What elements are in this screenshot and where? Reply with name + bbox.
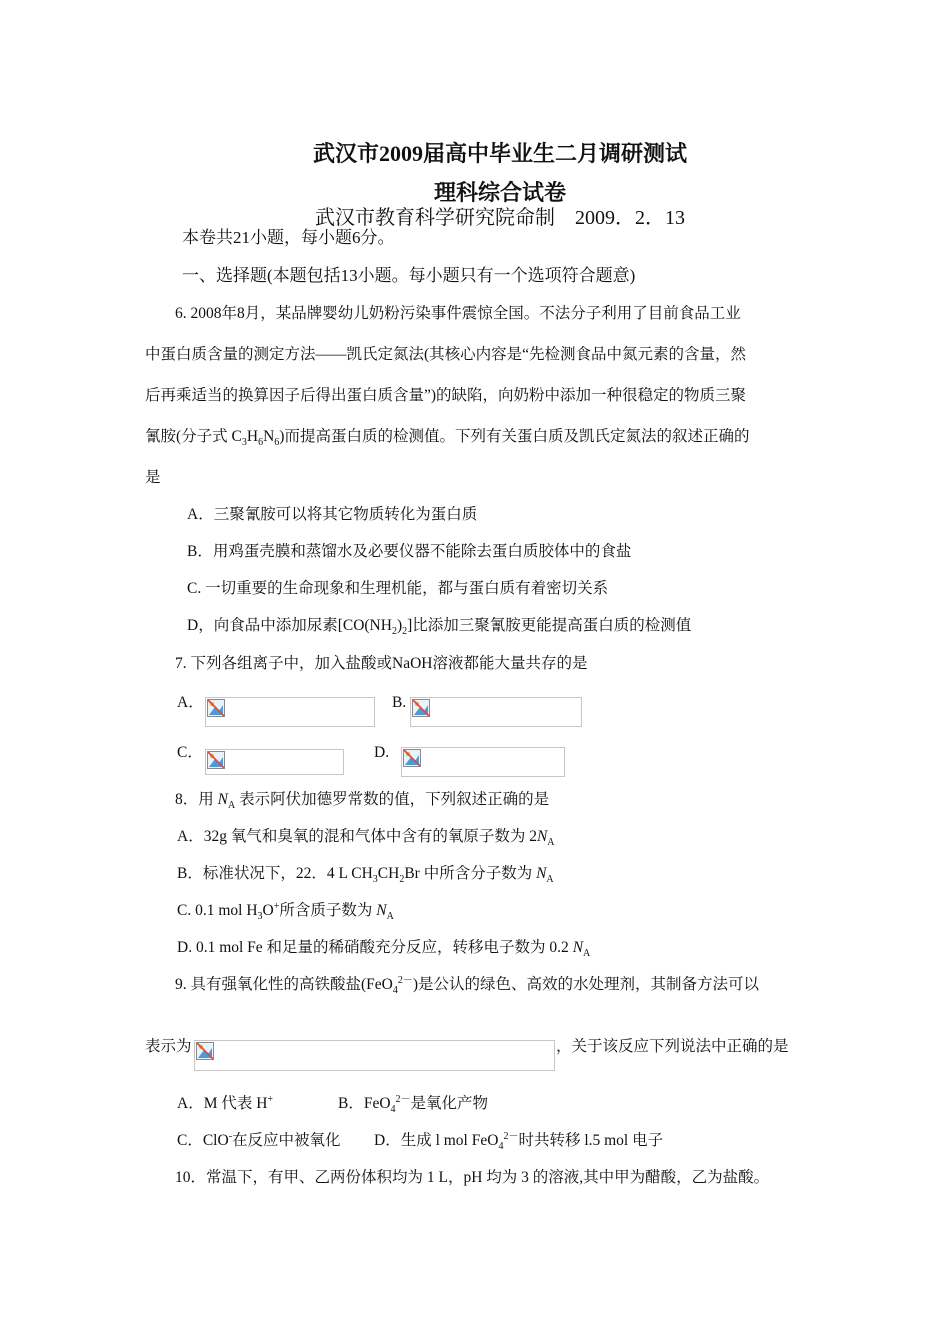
page-title: 武汉市2009届高中毕业生二月调研测试 [312, 141, 687, 166]
broken-image-icon [411, 698, 431, 718]
page-subtitle: 理科综合试卷 [433, 180, 566, 205]
q6-line3: 后再乘适当的换算因子后得出蛋白质含量”)的缺陷，向奶粉中添加一种很稳定的物质三聚 [145, 387, 747, 404]
q7-label-d: D. [374, 744, 390, 761]
q7-label-a: A． [177, 694, 204, 711]
q6-line2: 中蛋白质含量的测定方法——凯氏定氮法(其核心内容是“先检测食品中氮元素的含量，然 [145, 346, 747, 363]
q9-option-c: C．ClO-在反应中被氧化 [177, 1130, 341, 1149]
q7-label-b: B. [392, 694, 407, 711]
intro-text: 本卷共21小题，每小题6分。 [182, 228, 395, 247]
q6-line1: 6. 2008年8月，某品牌婴幼儿奶粉污染事件震惊全国。不法分子利用了目前食品工业 [175, 305, 741, 322]
q6-line5: 是 [145, 469, 161, 486]
q9-equation-image [194, 1040, 555, 1071]
q9-option-a: A．M 代表 H+ [177, 1093, 274, 1112]
q8-option-b: B．标准状况下，22．4 L $CH_3CH_2Br$ 中所含分子数为 $N_A$ [177, 865, 554, 886]
q6-option-c: C. 一切重要的生命现象和生理机能，都与蛋白质有着密切关系 [187, 580, 609, 597]
q6-option-a: A．三聚氰胺可以将其它物质转化为蛋白质 [187, 506, 478, 523]
q6-option-b: B．用鸡蛋壳膜和蒸馏水及必要仪器不能除去蛋白质胶体中的食盐 [187, 543, 632, 560]
q8-option-d: D. 0.1 mol Fe 和足量的稀硝酸充分反应，转移电子数为 0.2 $N_A$ [177, 939, 591, 960]
issuer-line: 武汉市教育科学研究院命制 2009．2．13 [315, 207, 685, 229]
q8-option-c: C. 0.1 mol $H_3O^+$所含质子数为 $N_A$ [177, 900, 394, 923]
q7-label-c: C． [177, 744, 203, 761]
broken-image-icon [206, 750, 226, 770]
q7-option-d-image [401, 747, 565, 777]
broken-image-icon [195, 1041, 215, 1061]
q9-option-b: B．FeO$_4^{2-}$是氧化产物 [338, 1093, 489, 1116]
q9-stem: 9. 具有强氧化性的高铁酸盐(FeO$_4^{2-}$)是公认的绿色、高效的水处理剂，其制备方法可以 [175, 974, 760, 997]
q7-option-c-image [205, 749, 344, 775]
broken-image-icon [206, 698, 226, 718]
q8-stem: 8．用 $N_A$ 表示阿伏加德罗常数的值，下列叙述正确的是 [175, 791, 550, 812]
broken-image-icon [402, 748, 422, 768]
section-heading: 一、选择题(本题包括13小题。每小题只有一个选项符合题意) [182, 266, 636, 285]
q9-line2-prefix: 表示为 [145, 1038, 192, 1055]
q7-stem: 7. 下列各组离子中，加入盐酸或NaOH溶液都能大量共存的是 [175, 655, 588, 672]
q8-option-a: A．32g 氧气和臭氧的混和气体中含有的氧原子数为 $2N_A$ [177, 828, 555, 849]
q6-option-d: D，向食品中添加尿素$[CO(NH_2)_2]$比添加三聚氰胺更能提高蛋白质的检测值 [187, 617, 692, 638]
q9-option-d: D．生成 l mol FeO$_4^{2-}$时共转移 l.5 mol 电子 [374, 1130, 664, 1153]
q9-line2-suffix: ，关于该反应下列说法中正确的是 [556, 1038, 789, 1055]
q7-option-a-image [205, 697, 375, 727]
q7-option-b-image [410, 697, 582, 727]
q6-line4: 氰胺(分子式 $C_3H_6N_6$)而提高蛋白质的检测值。下列有关蛋白质及凯氏定氮法的叙述正确的 [145, 428, 750, 449]
q10-stem: 10．常温下，有甲、乙两份体积均为 1 L，pH 均为 3 的溶液,其中甲为醋酸，乙为盐酸。 [175, 1169, 770, 1186]
